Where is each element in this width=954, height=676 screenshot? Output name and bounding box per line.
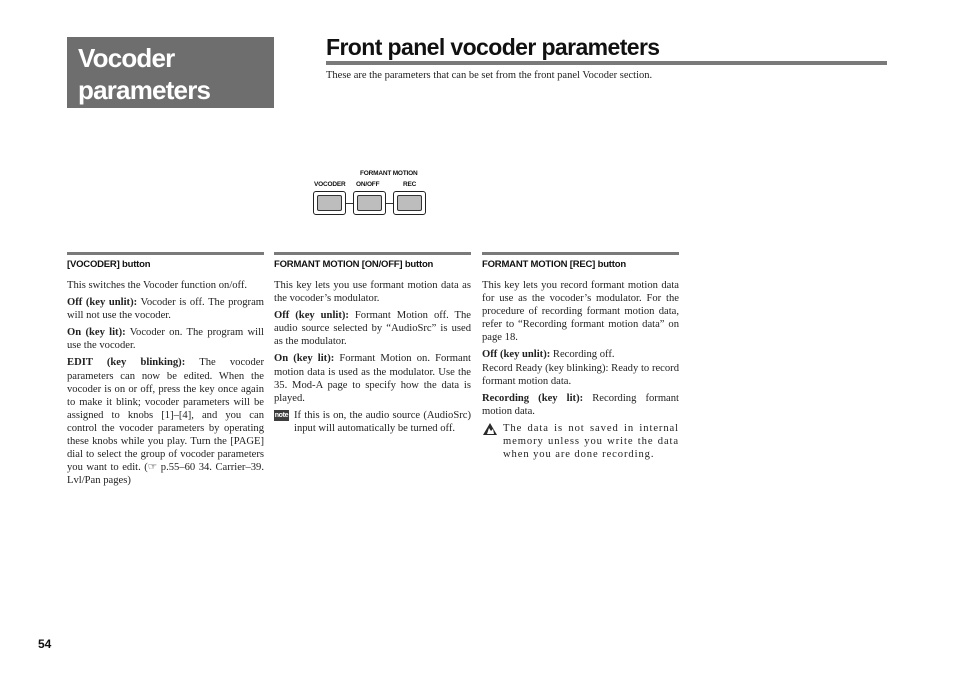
section-title-rule xyxy=(326,61,887,65)
vocoder-key-face xyxy=(317,195,342,211)
term-label: On (key lit): xyxy=(274,353,335,365)
column-rule xyxy=(274,252,471,255)
term-text: Vocoder on. The program will use the vocoder. xyxy=(67,327,264,352)
column-heading: FORMANT MOTION [REC] button xyxy=(482,259,626,270)
chapter-title-line1: Vocoder xyxy=(78,43,175,73)
front-panel-diagram xyxy=(310,168,430,220)
paragraph: This key lets you use formant motion data as the vocoder’s modulator. xyxy=(274,280,471,305)
chapter-title-line2: parameters xyxy=(78,75,211,105)
column-heading: [VOCODER] button xyxy=(67,259,151,270)
term-label: Off (key unlit): xyxy=(482,349,551,361)
paragraph: This switches the Vocoder function on/off. xyxy=(67,280,248,291)
paragraph: Record Ready (key blinking): Ready to record formant motion data. xyxy=(482,362,679,387)
term-label: Off (key unlit): xyxy=(67,297,138,309)
section-intro: These are the parameters that can be set from the front panel Vocoder section. xyxy=(326,70,653,81)
column-formant-onoff-button xyxy=(274,252,471,435)
formant-rec-key-face xyxy=(397,195,422,211)
warning-box xyxy=(482,422,679,461)
column-rule xyxy=(67,252,264,255)
term-label: EDIT (key blinking): xyxy=(67,357,186,369)
warning-text: The data is not saved in internal memory unless you write the data when you are done recording. xyxy=(503,422,679,461)
column-vocoder-button xyxy=(67,252,264,491)
panel-connector xyxy=(386,203,393,204)
formant-rec-key xyxy=(393,191,426,215)
formant-onoff-key-face xyxy=(357,195,382,211)
panel-label-rec: REC xyxy=(403,181,417,188)
term-text: Recording off. xyxy=(550,349,615,361)
term-text: Formant Motion on. Formant motion data is used as the modulator. Use the 35. Mod-A page to specify how the data is played. xyxy=(274,353,471,404)
note-icon: note xyxy=(274,411,289,419)
paragraph xyxy=(67,326,264,352)
paragraph xyxy=(67,356,264,487)
panel-connector xyxy=(346,203,353,204)
warning-hand-icon xyxy=(482,422,498,436)
vocoder-key xyxy=(313,191,346,215)
panel-label-vocoder: VOCODER xyxy=(314,181,346,188)
paragraph xyxy=(482,348,679,361)
paragraph: This key lets you record formant motion data for use as the vocoder’s modulator. For the procedure of recording formant motion data, refer to “Recording formant motion data” on page 18. xyxy=(482,280,679,344)
column-rule xyxy=(482,252,679,255)
note-text: If this is on, the audio source (AudioSrc) input will automatically be turned off. xyxy=(294,409,471,434)
chapter-title-box xyxy=(67,37,274,108)
term-label: On (key lit): xyxy=(67,327,126,339)
term-text: The vocoder parameters can now be edited. When the vocoder is on or off, press the key once again to make it blink; vocoder parameters will be assigned to knobs [1]–[4], and you can control the vocoder parameters by operating these knobs while you play. Turn the [PAGE] dial to select the group of vocoder parameters you want to edit. (☞ p.55–60 34. Carrier–39. Lvl/Pan pages) xyxy=(67,357,264,487)
paragraph xyxy=(274,352,471,404)
column-formant-rec-button xyxy=(482,252,679,461)
column-heading: FORMANT MOTION [ON/OFF] button xyxy=(274,259,434,270)
panel-label-onoff: ON/OFF xyxy=(356,181,380,188)
note-box xyxy=(274,409,471,435)
term-text: Vocoder is off. The program will not use the vocoder. xyxy=(67,297,265,322)
section-title: Front panel vocoder parameters xyxy=(326,34,660,60)
page-number: 54 xyxy=(38,637,52,651)
term-label: Off (key unlit): xyxy=(274,310,349,322)
term-text: Recording formant motion data. xyxy=(482,392,679,417)
term-label: Recording (key lit): xyxy=(482,392,584,404)
paragraph xyxy=(274,309,471,348)
term-text: Formant Motion off. The audio source selected by “AudioSrc” is used as the modulator. xyxy=(274,310,472,348)
paragraph xyxy=(67,296,264,322)
paragraph xyxy=(482,392,679,418)
formant-onoff-key xyxy=(353,191,386,215)
panel-label-formant-motion: FORMANT MOTION xyxy=(360,170,418,177)
